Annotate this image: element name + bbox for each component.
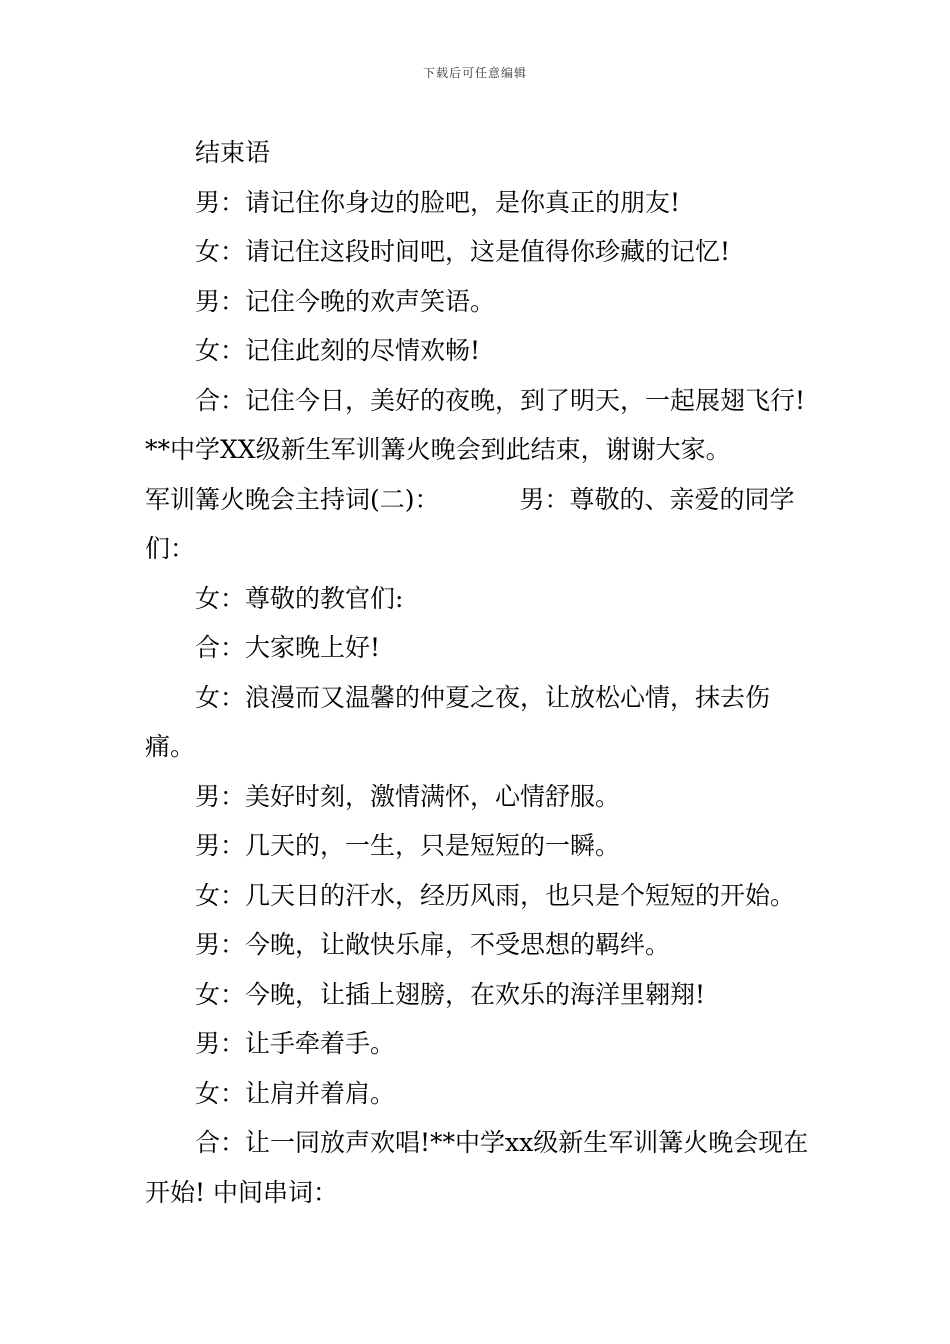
document-body xyxy=(145,128,810,1217)
paragraph: 合：记住今日，美好的夜晚，到了明天，一起展翅飞行!**中学XX级新生军训篝火晚会到此结束，谢谢大家。 xyxy=(145,385,806,464)
paragraph: 女：请记住这段时间吧，这是值得你珍藏的记忆! xyxy=(195,237,731,266)
paragraph: 男：请记住你身边的脸吧，是你真正的朋友! xyxy=(195,187,681,217)
paragraph: 男：几天的，一生，只是短短的一瞬。 xyxy=(195,831,621,860)
paragraph: 女：几天日的汗水，经历风雨，也只是个短短的开始。 xyxy=(195,880,796,910)
paragraph: 女：记住此刻的尽情欢畅! xyxy=(195,336,481,365)
section-two-title: 军训篝火晚会主持词(二)： xyxy=(145,484,440,514)
paragraph: 男：美好时刻，激情满怀，心情舒服。 xyxy=(195,781,621,811)
paragraph: 女：尊敬的教官们: xyxy=(195,583,404,613)
paragraph: 男：今晚，让敞快乐扉，不受思想的羁绊。 xyxy=(195,930,671,959)
paragraph: 男：让手牵着手。 xyxy=(195,1029,396,1058)
paragraph: 女：让肩并着肩。 xyxy=(195,1078,396,1108)
paragraph-closing-title: 结束语 xyxy=(195,138,271,167)
paragraph: 女：浪漫而又温馨的仲夏之夜，让放松心情，抹去伤痛。 xyxy=(145,682,771,761)
paragraph: 合：让一同放声欢唱!**中学xx级新生军训篝火晚会现在开始! 中间串词： xyxy=(145,1128,809,1207)
paragraph: 男：记住今晚的欢声笑语。 xyxy=(195,286,496,316)
paragraph: 合：大家晚上好! xyxy=(195,633,381,662)
section-two-first-line: 男：尊敬的、亲爱的同学们： xyxy=(145,484,795,563)
page-header-note: 下载后可任意编辑 xyxy=(422,66,527,80)
paragraph: 女：今晚，让插上翅膀，在欢乐的海洋里翱翔! xyxy=(195,979,706,1009)
section-two-heading-line xyxy=(145,475,810,574)
